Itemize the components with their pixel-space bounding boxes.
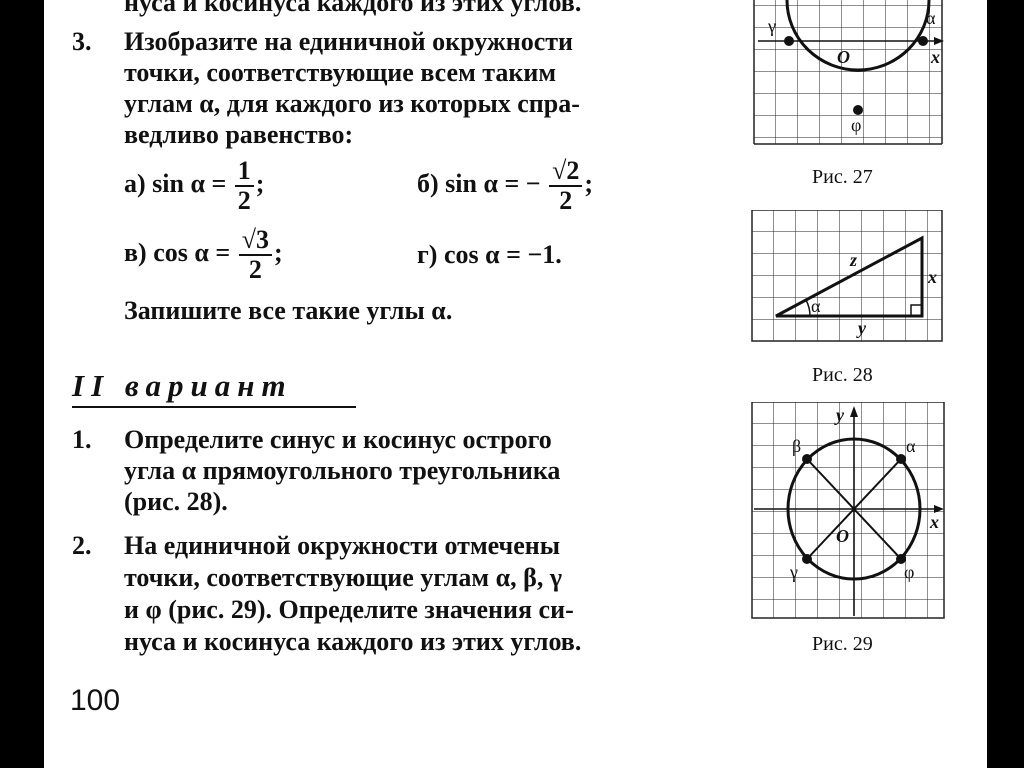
fig27-x-label: x [931, 47, 940, 67]
fig28-x-label: x [928, 267, 937, 287]
variant2-heading: II вариант [72, 368, 293, 403]
item-v-prefix: в) cos α = [124, 237, 231, 267]
variant1-top-line: нуса и косинуса каждого из этих углов. [124, 0, 582, 17]
fig29-beta-label: β [792, 436, 802, 456]
item-b-fraction [549, 157, 582, 215]
heading-underline [72, 406, 356, 408]
task3-line-2: точки, соответствующие всем таким [124, 58, 557, 87]
fig29-origin-label: O [836, 526, 849, 546]
figure-27-unit-circle [750, 0, 946, 146]
task1-line-1: Определите синус и косинус острого [124, 425, 552, 454]
task3-line-3: углам α, для каждого из которых спра- [124, 89, 580, 118]
item-v-fraction [239, 226, 272, 284]
fig29-alpha-label: α [906, 436, 916, 456]
fig29-phi-label: φ [904, 562, 915, 582]
fig27-alpha-label: α [926, 8, 936, 28]
item-b-numerator: √2 [549, 157, 582, 187]
task3-number: 3. [72, 27, 92, 56]
fig27-origin-label: O [837, 47, 850, 67]
item-b-denominator: 2 [559, 186, 573, 215]
item-a-suffix: ; [255, 168, 265, 198]
item-a-prefix: а) sin α = [124, 168, 227, 198]
fig28-z-label: z [850, 250, 858, 270]
textbook-page [44, 0, 987, 768]
fig29-gamma-label: γ [790, 562, 798, 582]
task3-item-b [417, 157, 593, 215]
task1-number: 1. [72, 425, 92, 454]
figure-28-caption: Рис. 28 [812, 364, 873, 386]
item-a-numerator: 1 [235, 157, 254, 187]
item-v-numerator: √3 [239, 226, 272, 256]
task2-number: 2. [72, 531, 92, 560]
task3-item-v [124, 226, 283, 284]
fig29-x-label: x [930, 512, 939, 532]
figure-29-caption: Рис. 29 [812, 633, 873, 655]
item-a-fraction [235, 157, 254, 215]
fig28-alpha-label: α [811, 296, 821, 316]
task3-final: Запишите все такие углы α. [124, 296, 453, 325]
fig27-phi-label: φ [851, 115, 862, 135]
fig28-y-label: y [858, 318, 866, 338]
task2-line-1: На единичной окружности отмечены [124, 531, 561, 560]
fig29-y-label: y [836, 405, 844, 425]
fig27-gamma-label: γ [768, 16, 776, 36]
task1-line-2: угла α прямоугольного треугольника [124, 456, 561, 485]
task3-item-a [124, 157, 264, 215]
item-v-suffix: ; [273, 237, 283, 267]
task2-line-2: точки, соответствующие углам α, β, γ [124, 563, 562, 592]
item-v-denominator: 2 [248, 255, 262, 284]
task1-line-3: (рис. 28). [124, 487, 228, 516]
task3-line-4: ведливо равенство: [124, 120, 354, 149]
figure-29-unit-circle [750, 402, 946, 622]
task2-line-3: и φ (рис. 29). Определите значения си- [124, 595, 574, 624]
page-number: 100 [70, 684, 121, 717]
task3-line-1: Изобразите на единичной окружности [124, 27, 573, 56]
task2-line-4: нуса и косинуса каждого из этих углов. [124, 627, 582, 656]
item-a-denominator: 2 [237, 186, 251, 215]
item-b-suffix: ; [584, 168, 594, 198]
figure-27-caption: Рис. 27 [812, 166, 873, 188]
task3-item-g: г) cos α = −1. [417, 240, 562, 269]
figure-28-right-triangle [750, 210, 946, 344]
item-b-prefix: б) sin α = − [417, 168, 541, 198]
